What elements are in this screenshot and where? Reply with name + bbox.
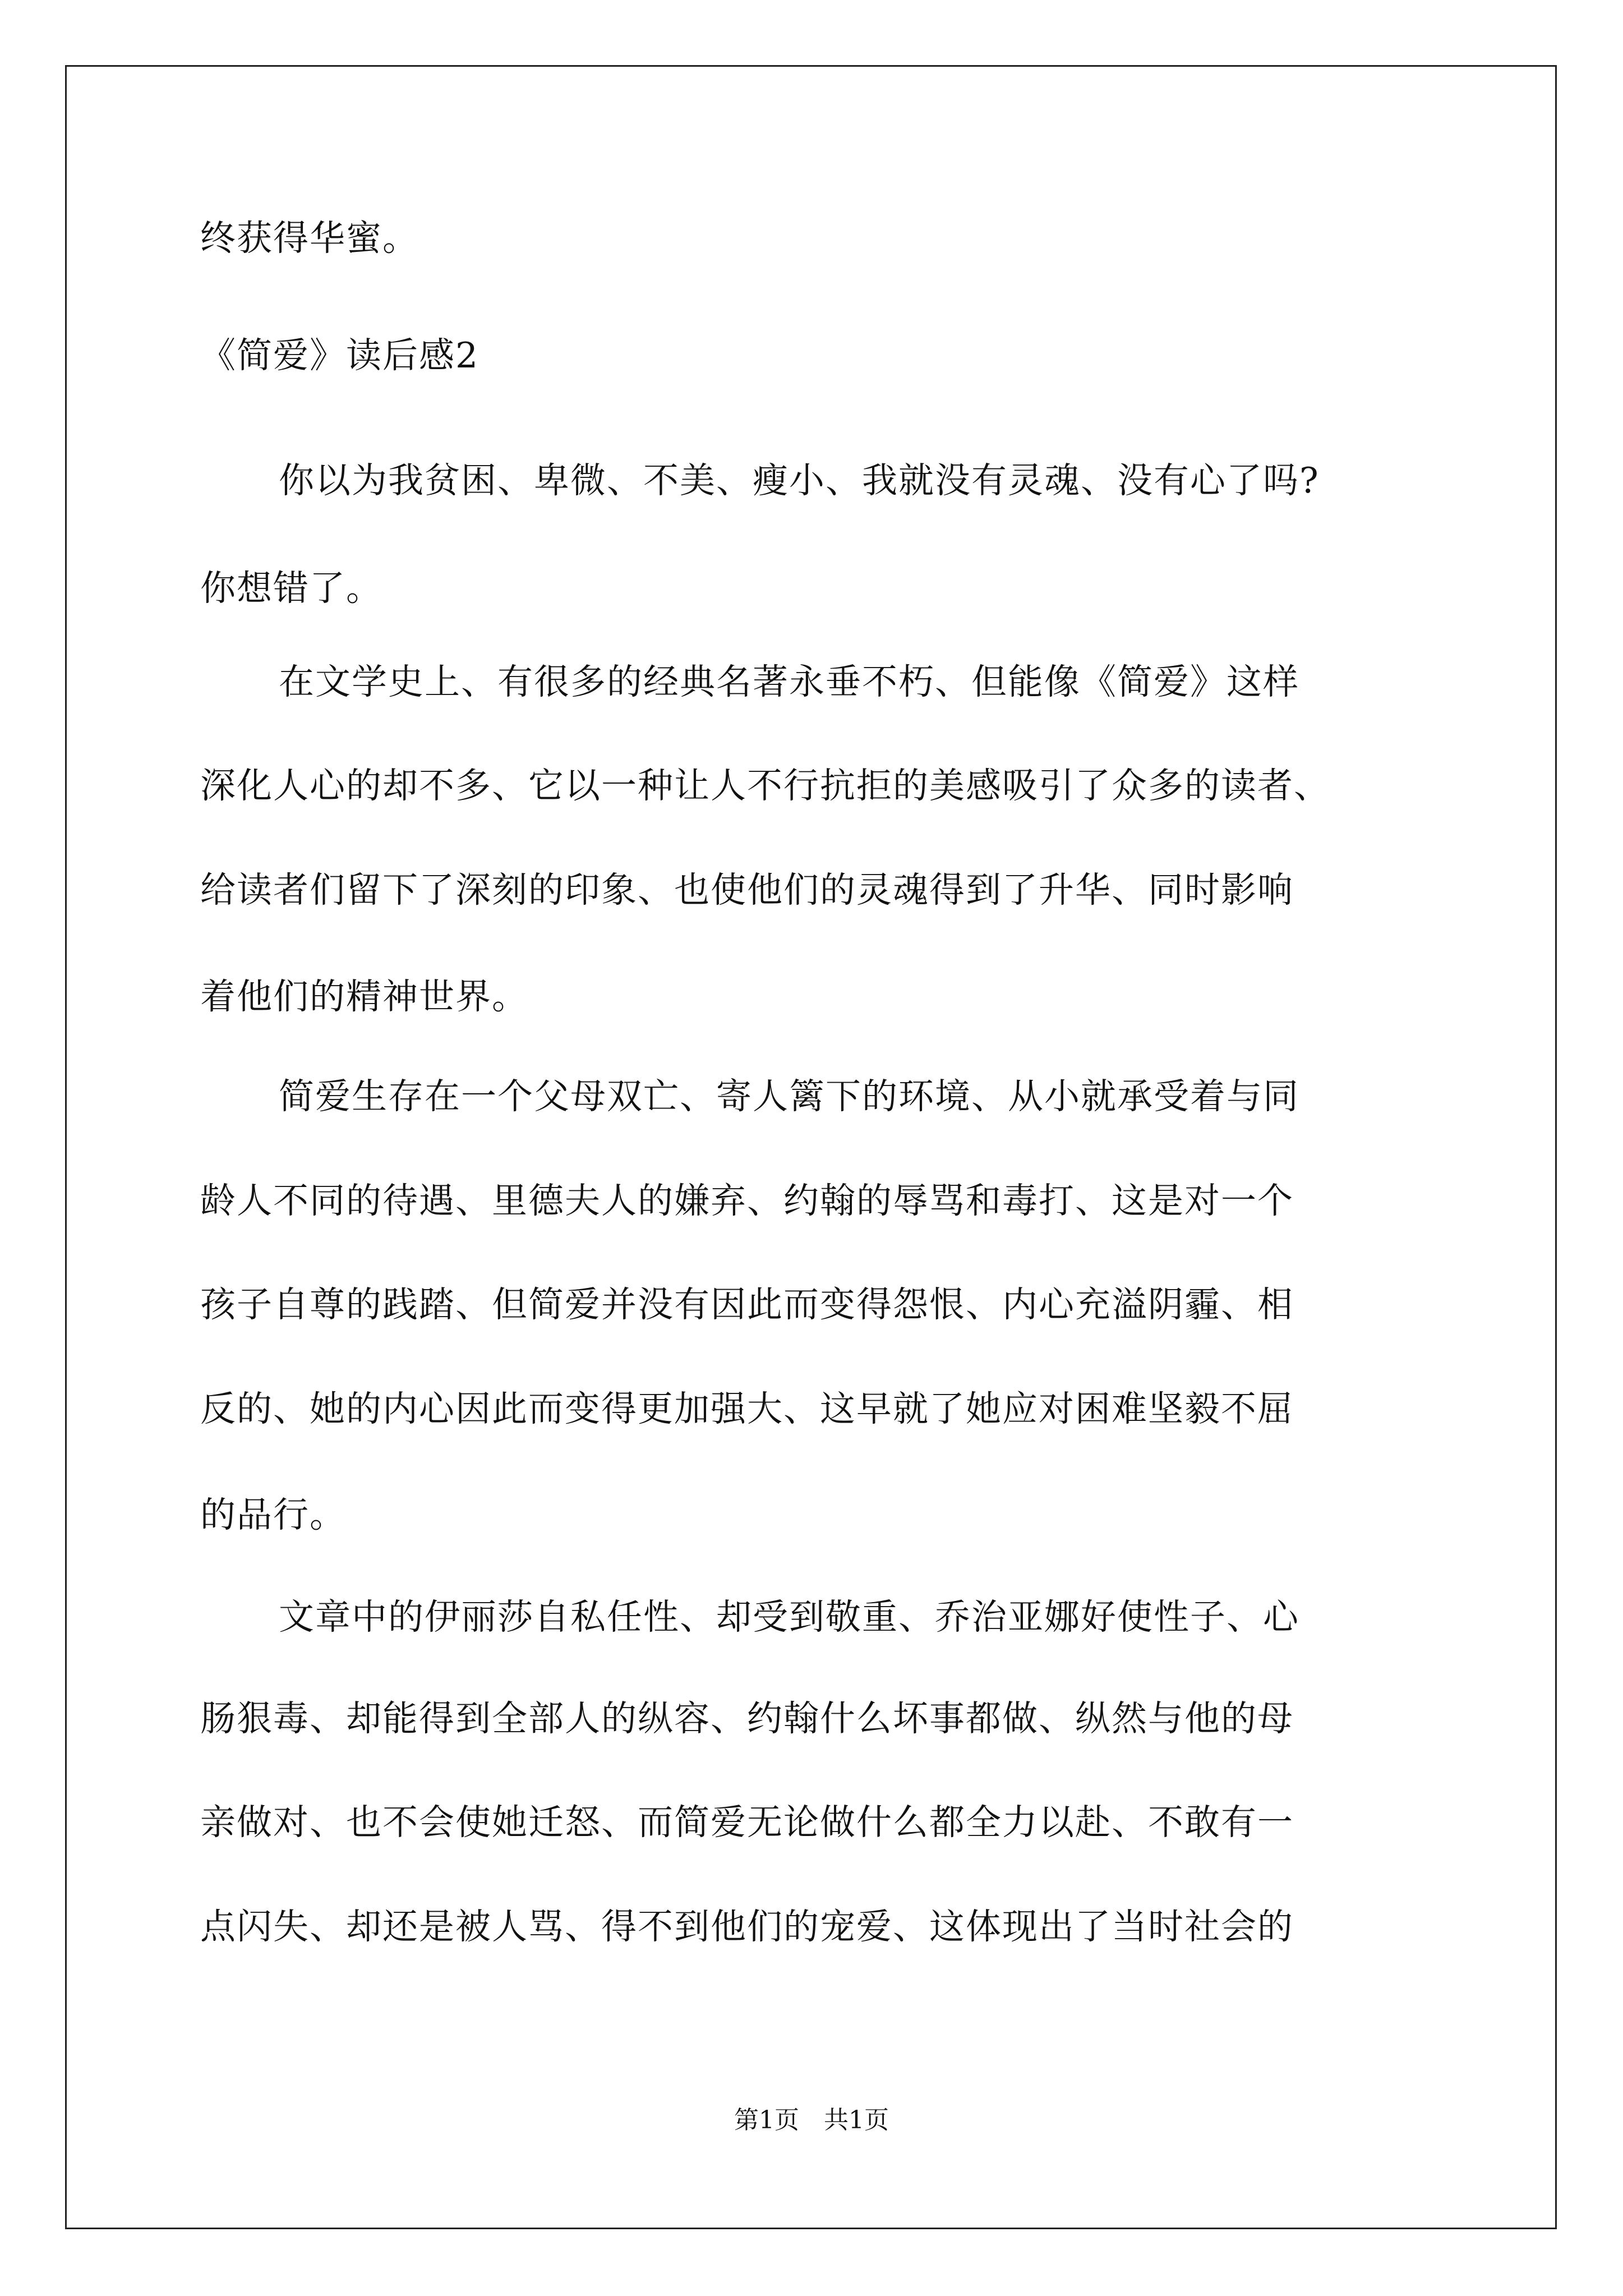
text-line: 着他们的精神世界。 (200, 976, 528, 1017)
text-line: 在文学史上、有很多的经典名著永垂不朽、但能像《简爱》这样 (279, 661, 1299, 702)
text-line: 终获得华蜜。 (200, 218, 419, 259)
page-footer: 第1页 共1页 (734, 2106, 889, 2134)
text-line: 你以为我贫困、卑微、不美、瘦小、我就没有灵魂、没有心了吗? (279, 460, 1320, 501)
text-line: 龄人不同的待遇、里德夫人的嫌弃、约翰的辱骂和毒打、这是对一个 (200, 1180, 1294, 1221)
text-line: 给读者们留下了深刻的印象、也使他们的灵魂得到了升华、同时影响 (200, 869, 1294, 910)
text-line: 点闪失、却还是被人骂、得不到他们的宠爱、这体现出了当时社会的 (200, 1906, 1294, 1947)
text-line: 反的、她的内心因此而变得更加强大、这早就了她应对困难坚毅不屈 (200, 1388, 1294, 1429)
section-heading: 《简爱》读后感2 (200, 335, 479, 376)
text-line: 你想错了。 (200, 568, 382, 609)
text-line: 简爱生存在一个父母双亡、寄人篱下的环境、从小就承受着与同 (279, 1076, 1299, 1117)
text-line: 肠狠毒、却能得到全部人的纵容、约翰什么坏事都做、纵然与他的母 (200, 1698, 1294, 1739)
text-line: 孩子自尊的践踏、但简爱并没有因此而变得怨恨、内心充溢阴霾、相 (200, 1284, 1294, 1325)
text-line: 深化人心的却不多、它以一种让人不行抗拒的美感吸引了众多的读者、 (200, 765, 1330, 806)
text-line: 的品行。 (200, 1494, 346, 1535)
text-line: 亲做对、也不会使她迁怒、而简爱无论做什么都全力以赴、不敢有一 (200, 1802, 1294, 1843)
text-line: 文章中的伊丽莎自私任性、却受到敬重、乔治亚娜好使性子、心 (279, 1596, 1299, 1637)
